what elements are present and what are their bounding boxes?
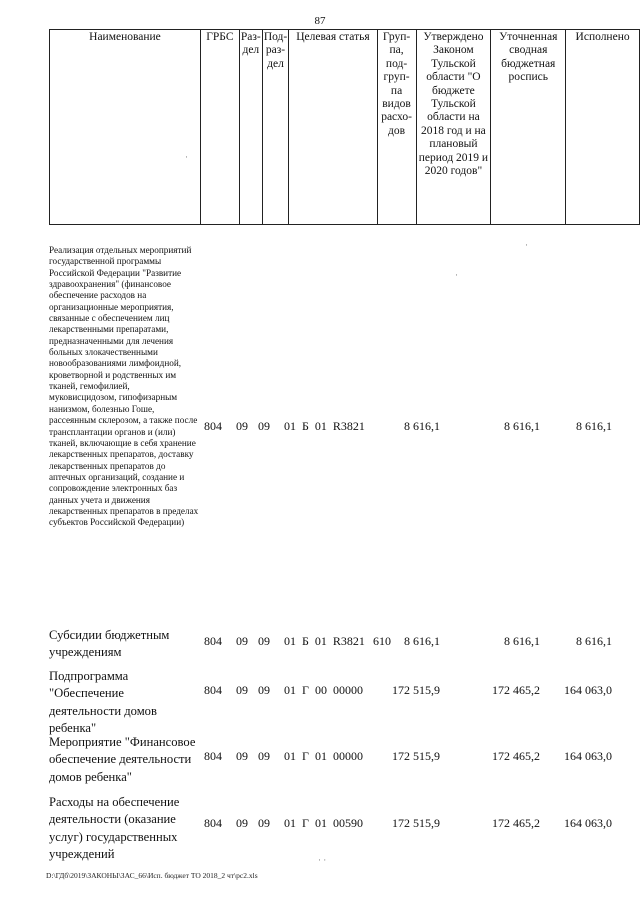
row-grbs: 804 — [204, 683, 222, 697]
row-razdel: 09 — [236, 419, 248, 433]
row-name: Расходы на обеспечение деятельности (оказание услуг) государственных учреждений — [49, 795, 180, 861]
footer-file-path: D:\ГДб\2019\ЗАКОНЫ\ЗАС_66\Исп. бюджет ТО 2018_2 чт\рс2.xls — [46, 871, 258, 880]
header-expense-group: Груп-па, под-груп-па видов расхо-дов — [377, 30, 416, 225]
table-row — [0, 627, 640, 663]
row-grbs: 804 — [204, 749, 222, 763]
row-target-article: 01 Г 00 00000 — [284, 683, 363, 697]
row-updated: 172 465,2 — [492, 816, 540, 830]
row-name: Субсидии бюджетным учреждениям — [49, 628, 170, 660]
page-number: 87 — [314, 15, 326, 27]
row-grbs: 804 — [204, 816, 222, 830]
row-updated: 172 465,2 — [492, 683, 540, 697]
row-target-article: 01 Б 01 R3821 — [284, 634, 365, 648]
row-executed: 164 063,0 — [564, 816, 612, 830]
row-approved: 172 515,9 — [392, 749, 440, 763]
header-grbs: ГРБС — [200, 30, 239, 225]
row-executed: 164 063,0 — [564, 749, 612, 763]
header-updated: Уточненная сводная бюджетная роспись — [491, 30, 566, 225]
row-name: Реализация отдельных мероприятий государственной программы Российской Федерации "Развитие здравоохранения" (финансовое обеспечение расходов на организационные мероприятия, связанные с обеспечением лиц лекарственными препаратами, предназначенными для лечения больных злокачественными новообразованиями лимфоидной, кроветворной и родственных им тканей, гемофилией, муковисцидозом, гипофизарным нанизмом, болезнью Гоше, рассеянным склерозом, а также после трансплантации органов и (или) тканей, включающие в себя хранение лекарственных препаратов, доставку лекарственных препаратов до аптечных организаций, создание и сопровождение электронных баз данных учета и движения лекарственных препаратов в пределах субъектов Российской Федерации) — [49, 245, 199, 528]
row-target-article: 01 Б 01 R3821 — [284, 419, 365, 433]
table-row — [0, 734, 640, 788]
header-executed: Исполнено — [566, 30, 640, 225]
row-name: Мероприятие "Финансовое обеспечение деятельности домов ребенка" — [49, 735, 196, 784]
header-name: Наименование — [50, 30, 201, 225]
row-razdel: 09 — [236, 816, 248, 830]
row-razdel: 09 — [236, 683, 248, 697]
header-razdel: Раз-дел — [239, 30, 262, 225]
row-updated: 172 465,2 — [492, 749, 540, 763]
row-expense-group: 610 — [373, 634, 391, 648]
row-target-article: 01 Г 01 00000 — [284, 749, 363, 763]
scan-speck: · — [525, 240, 528, 250]
row-approved: 172 515,9 — [392, 816, 440, 830]
table-row — [0, 245, 640, 605]
row-target-article: 01 Г 01 00590 — [284, 816, 363, 830]
row-approved: 172 515,9 — [392, 683, 440, 697]
row-podrazdel: 09 — [258, 419, 270, 433]
row-executed: 8 616,1 — [576, 634, 612, 648]
row-razdel: 09 — [236, 749, 248, 763]
row-podrazdel: 09 — [258, 816, 270, 830]
row-approved: 8 616,1 — [404, 419, 440, 433]
row-podrazdel: 09 — [258, 634, 270, 648]
table-row — [0, 794, 640, 864]
row-grbs: 804 — [204, 419, 222, 433]
row-updated: 8 616,1 — [504, 634, 540, 648]
row-podrazdel: 09 — [258, 683, 270, 697]
row-approved: 8 616,1 — [404, 634, 440, 648]
scan-speck: · — [185, 152, 188, 162]
row-razdel: 09 — [236, 634, 248, 648]
row-podrazdel: 09 — [258, 749, 270, 763]
scan-speck: · · — [318, 855, 327, 865]
row-executed: 8 616,1 — [576, 419, 612, 433]
scan-speck: · — [455, 270, 458, 280]
row-executed: 164 063,0 — [564, 683, 612, 697]
header-target-article: Целевая статья — [289, 30, 377, 225]
row-grbs: 804 — [204, 634, 222, 648]
row-name: Подпрограмма "Обеспечение деятельности домов ребенка" — [49, 669, 157, 735]
table-row — [0, 668, 640, 735]
header-podrazdel: Под-раз-дел — [262, 30, 288, 225]
table-header — [49, 29, 640, 225]
header-approved: Утверждено Законом Тульской области "О бюджете Тульской области на 2018 год и на плановый период 2019 и 2020 годов" — [416, 30, 491, 225]
row-updated: 8 616,1 — [504, 419, 540, 433]
